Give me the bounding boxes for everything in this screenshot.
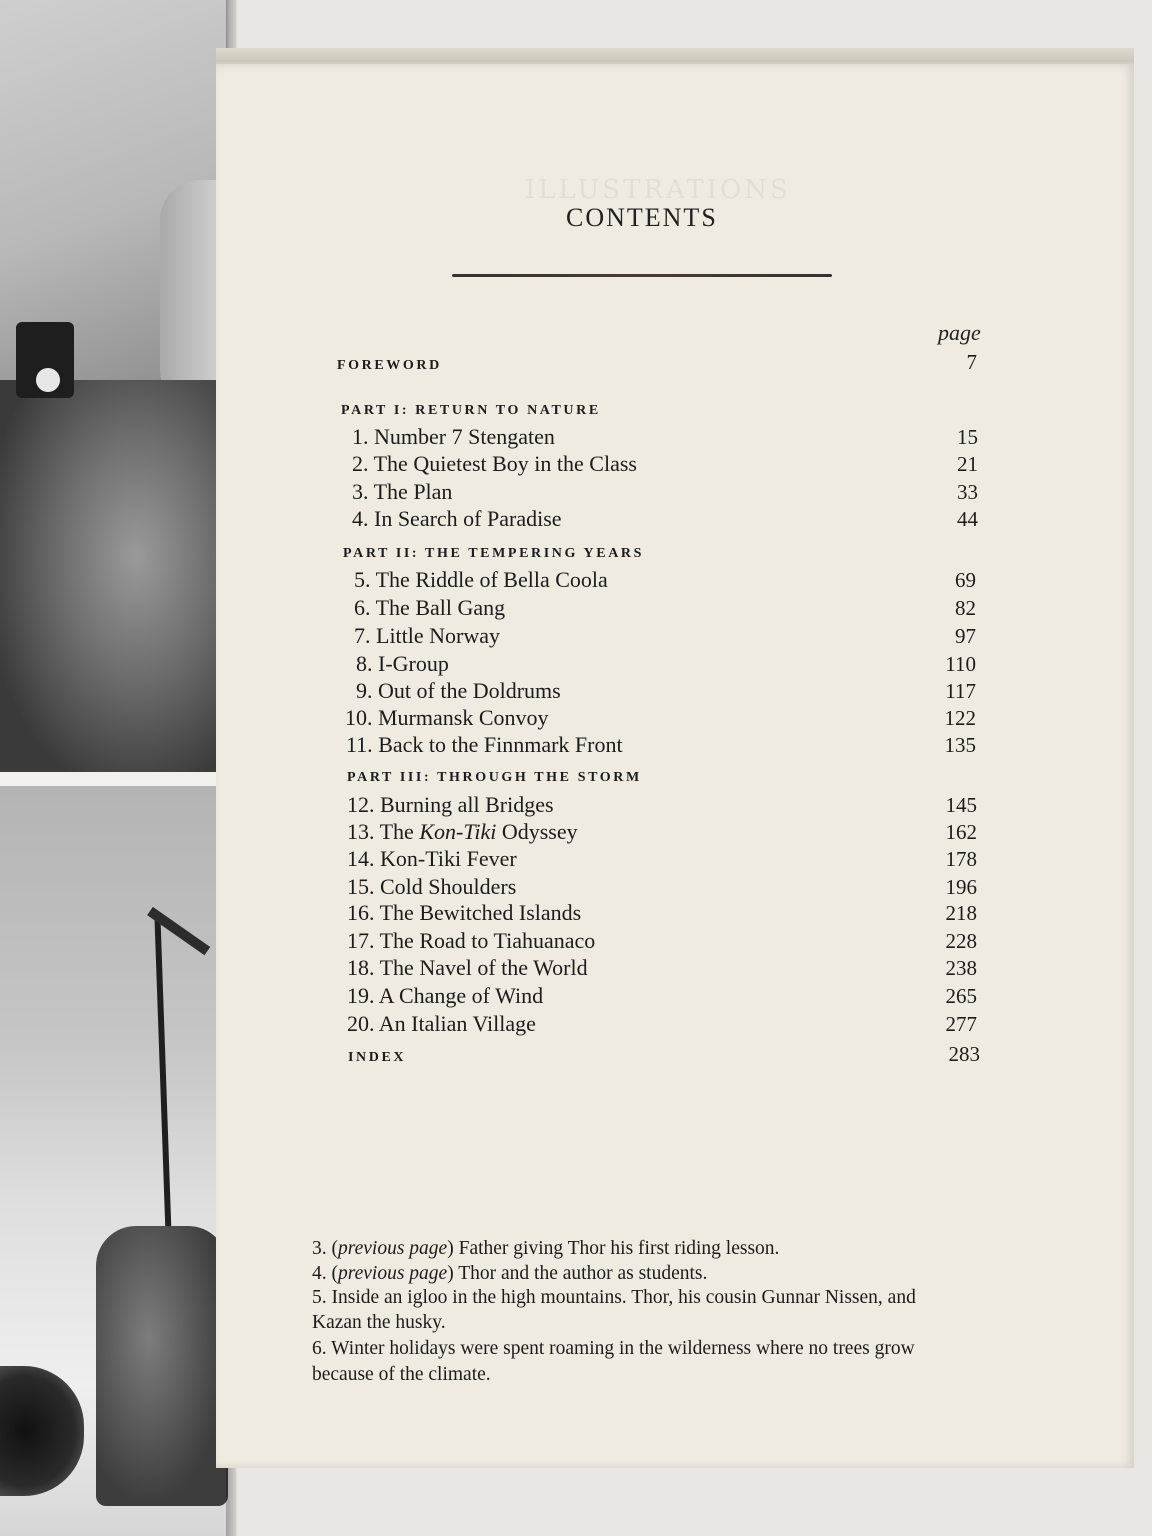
toc-part-title: PART II: THE TEMPERING YEARS (343, 546, 645, 561)
toc-chapter-title: Back to the Finnmark Front (378, 732, 623, 757)
toc-chapter-title: Little Norway (376, 623, 501, 648)
toc-chapter-page: 82 (955, 596, 976, 620)
photo-divider (0, 772, 236, 786)
toc-chapter-row: 14. Kon-Tiki Fever 178 (347, 846, 977, 871)
toc-chapter-title: The Road to Tiahuanaco (379, 928, 596, 953)
toc-chapter-row: 9. Out of the Doldrums 117 (356, 678, 976, 703)
toc-chapter-page: 196 (945, 875, 977, 899)
toc-chapter-page: 122 (944, 706, 976, 730)
toc-index-page: 283 (948, 1042, 980, 1066)
toc-chapter-row: 12. Burning all Bridges 145 (347, 792, 977, 817)
toc-chapter-title: Kon-Tiki Fever (380, 846, 517, 871)
toc-chapter-page: 277 (945, 1012, 977, 1036)
photo-pole (154, 916, 171, 1236)
toc-chapter-page: 110 (945, 652, 976, 676)
toc-chapter-title: Out of the Doldrums (378, 678, 561, 703)
caption-3: 3. (previous page) Father giving Thor his first riding lesson. (312, 1238, 780, 1259)
toc-chapter-title: In Search of Paradise (374, 506, 562, 531)
toc-chapter-title: The Riddle of Bella Coola (375, 567, 608, 592)
toc-chapter-page: 218 (945, 901, 977, 925)
caption-4: 4. (previous page) Thor and the author as students. (312, 1263, 708, 1284)
toc-chapter-title: The Bewitched Islands (379, 900, 582, 925)
toc-chapter-row: 10. Murmansk Convoy 122 (345, 705, 976, 730)
toc-chapter-row: 5. The Riddle of Bella Coola 69 (354, 567, 976, 592)
toc-chapter-page: 21 (957, 452, 978, 476)
toc-chapter-page: 265 (945, 984, 977, 1008)
toc-chapter-title: I-Group (378, 651, 449, 676)
photo-husky (0, 380, 228, 772)
toc-chapter-title: Number 7 Stengaten (374, 424, 555, 449)
toc-chapter-row: 13. The Kon-Tiki Odyssey 162 (347, 819, 977, 844)
toc-chapter-title: The Plan (373, 479, 453, 504)
toc-chapter-row: 17. The Road to Tiahuanaco 228 (347, 928, 977, 953)
toc-foreword-label: FOREWORD (337, 358, 442, 373)
toc-chapter-row: 4. In Search of Paradise 44 (352, 506, 978, 531)
toc-chapter-title: Murmansk Convoy (378, 705, 549, 730)
toc-chapter-row: 8. I-Group 110 (356, 651, 976, 676)
toc-chapter-page: 178 (945, 847, 977, 871)
toc-chapter-title: A Change of Wind (378, 983, 544, 1008)
contents-title: CONTENTS (566, 203, 718, 232)
toc-chapter-row: 15. Cold Shoulders 196 (347, 874, 977, 899)
toc-chapter-row: 11. Back to the Finnmark Front 135 (346, 732, 976, 757)
toc-chapter-page: 117 (945, 679, 976, 703)
toc-index-label: INDEX (348, 1050, 407, 1065)
toc-chapter-title: Cold Shoulders (380, 874, 517, 899)
toc-chapter-title-italic: Kon-Tiki (419, 819, 497, 844)
toc-chapter-row: 7. Little Norway 97 (354, 623, 976, 648)
caption-5: 5. Inside an igloo in the high mountains. Thor, his cousin Gunnar Nissen, and (312, 1287, 916, 1308)
caption-6: 6. Winter holidays were spent roaming in the wilderness where no trees grow (312, 1338, 915, 1359)
toc-chapter-page: 162 (945, 820, 977, 844)
toc-chapter-title: The Navel of the World (379, 955, 588, 980)
photo-lamp (16, 322, 74, 398)
toc-chapter-page: 228 (945, 929, 977, 953)
toc-chapter-page: 15 (957, 425, 978, 449)
toc-chapter-page: 145 (945, 793, 977, 817)
caption-5-continued: Kazan the husky. (312, 1312, 446, 1333)
bleed-through-heading: ILLUSTRATIONS (525, 175, 791, 205)
photo-dog-and-person (0, 0, 228, 772)
toc-chapter-page: 238 (945, 956, 977, 980)
toc-chapter-page: 135 (944, 733, 976, 757)
toc-chapter-row: 1. Number 7 Stengaten 15 (352, 424, 978, 449)
toc-part-title: PART I: RETURN TO NATURE (341, 403, 601, 418)
toc-part-title: PART III: THROUGH THE STORM (347, 770, 642, 785)
toc-chapter-page: 69 (955, 568, 976, 592)
toc-chapter-title: The Quietest Boy in the Class (373, 451, 637, 476)
toc-index (348, 1042, 980, 1070)
title-rule (452, 274, 832, 277)
toc-chapter-row: 2. The Quietest Boy in the Class 21 (352, 451, 978, 476)
toc-chapter-row: 20. An Italian Village 277 (347, 1011, 977, 1036)
caption-6-continued: because of the climate. (312, 1364, 491, 1385)
toc-chapter-title: An Italian Village (378, 1011, 536, 1036)
page-column-heading: page (938, 320, 981, 345)
left-page-photos (0, 0, 236, 1536)
toc-chapter-title: Burning all Bridges (380, 792, 554, 817)
toc-chapter-row: 6. The Ball Gang 82 (354, 595, 976, 620)
toc-foreword (337, 350, 977, 378)
toc-chapter-title: The Ball Gang (375, 595, 506, 620)
toc-chapter-row: 18. The Navel of the World 238 (347, 955, 977, 980)
toc-chapter-row: 3. The Plan 33 (352, 479, 978, 504)
toc-chapter-row: 19. A Change of Wind 265 (347, 983, 977, 1008)
photo-skier (96, 1226, 228, 1506)
photo-snow-hole (0, 1366, 84, 1496)
toc-chapter-row: 16. The Bewitched Islands 218 (347, 900, 977, 925)
photo-snow-camp (0, 786, 228, 1536)
toc-chapter-page: 44 (957, 507, 978, 531)
toc-chapter-page: 97 (955, 624, 976, 648)
toc-chapter-page: 33 (957, 480, 978, 504)
toc-foreword-page: 7 (966, 350, 977, 374)
